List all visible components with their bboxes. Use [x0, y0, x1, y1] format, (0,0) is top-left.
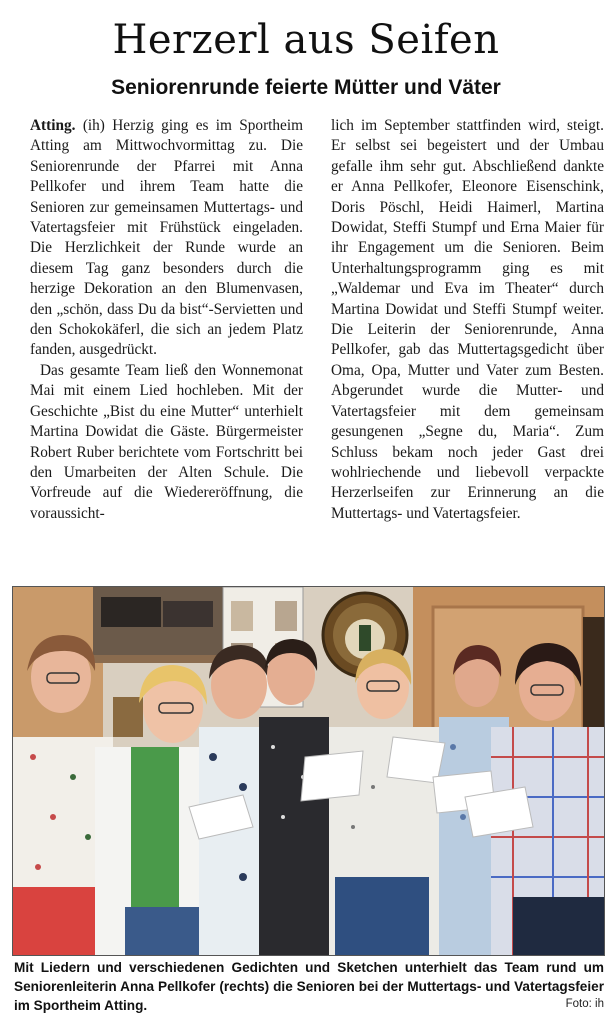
- paragraph-2: Das gesamte Team ließ den Wonnemonat Mai mit einem Lied hochleben. Mit der Geschichte „Bist du eine Mutter“ unterhielt Martina Dowidat die Gäste. Bürgermeister Robert Ruber berichtete vom Fortschritt bei den Umarbeiten der Alten Schule. Die Vorfreude auf die Wiedereröffnung, die voraussicht-: [30, 361, 303, 522]
- article-subheadline: Seniorenrunde feierte Mütter und Väter: [111, 76, 501, 99]
- paragraph-1-text: (ih) Herzig ging es im Sportheim Atting am Mittwochvormittag zu. Die Seniorenrunde der Pfarrei mit Anna Pellkofer und ihrem Team hatte die Senioren zur gemeinsamen Muttertags- und Vatertagsfeier mit Frühstück eingeladen. Die Herzlichkeit der Runde wurde an diesem Tag ganz besonders durch die herzige Dekoration an den Blumenvasen, den „schön, dass Du da bist“-Servietten und den Schokokäferl, die sich an jedem Platz fanden, ausgedrückt.: [30, 117, 303, 359]
- article-column-1: [30, 116, 303, 576]
- article-column-2: [331, 116, 604, 576]
- article-photo: [12, 586, 605, 956]
- photo-credit: Foto: ih: [565, 998, 604, 1010]
- paragraph-3: lich im September stattfinden wird, steigt. Er selbst sei begeistert und der Umbau gefalle ihm sehr gut. Abschließend dankte er Anna Pellkofer, Eleonore Eisenschink, Doris Pöschl, Heidi Haimerl, Martina Dowidat, Steffi Stumpf und Erna Maier für ihr Engagement um die Senioren. Beim Unterhaltungsprogramm ging es mit „Waldemar und Eva im Theater“ durch Martina Dowidat und Steffi Stumpf weiter. Die Leiterin der Seniorenrunde, Anna Pellkofer, gab das Muttertagsgedicht über Oma, Opa, Mutter und Vater zum Besten. Abgerundet wurde die Mutter- und Vatertagsfeier mit dem gemeinsam gesungenen „Segne du, Maria“. Zum Schluss bekam noch jeder Gast drei wohlriechende und liebevoll verpackte Herzerlseifen zur Erinnerung an die Muttertags- und Vatertagsfeier.: [331, 117, 604, 522]
- article-body: [30, 116, 604, 576]
- paragraph-1: [30, 116, 303, 361]
- dateline: Atting.: [30, 117, 76, 134]
- article-headline: Herzerl aus Seifen: [112, 17, 500, 63]
- photo-caption: Mit Liedern und verschiedenen Gedichten und Sketchen unterhielt das Team rund um Seniorenleiterin Anna Pellkofer (rechts) die Senioren bei der Muttertags- und Vatertagsfeier im Sportheim Atting.: [14, 960, 604, 1013]
